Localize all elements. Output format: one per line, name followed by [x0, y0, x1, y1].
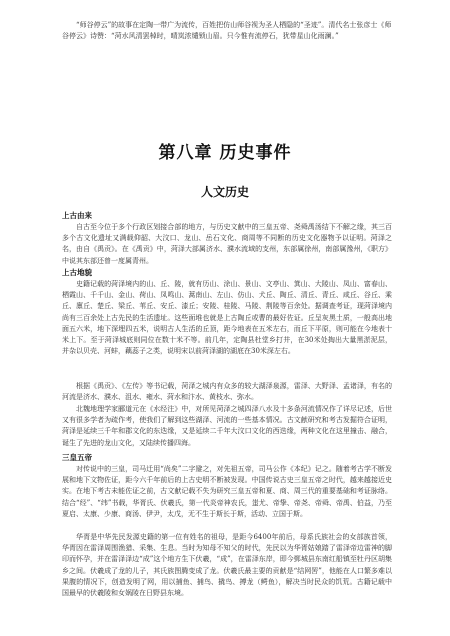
section-heading-origin: 上古由来	[62, 211, 92, 220]
paragraph: 根据《禹贡》、《左传》等书记载，菏泽之城内有众多的较大湖泽泉源，雷泽、大野泽、孟诸泽，有名的河流是济水、濮水、沮水、雍水、菏水和汴水、黄枝水、弥水。	[62, 382, 392, 402]
paragraph: 对传说中的三皇，司马迁用“尚矣”二字避之，对先祖五帝，司马公作《本纪》记之。随着考古学不断发展和地下文物佐证，距今六千年前后的上古史明不断被发现。中国传说古史三皇五帝之时代，越来越接近史实。在地下考古未能佐证之前，古文献记载不失为研究三皇五帝和夏、商、周三代的重要基础和考证脉络。结合“经”、“纬”书载，华胥氏、伏羲氏，第一代炎帝神农氏，蚩尤、帝挚、帝尧、帝舜、帝禹、伯益，乃至夏启、太康、少康、商汤、伊尹，太戊，无不生于斯长于斯，活动、立国于斯。	[62, 465, 392, 518]
section-heading-three-emperors: 三皇五帝	[62, 453, 92, 462]
intro-paragraph: “师谷停云”的故事在定陶一带广为流传，百姓把仿山师谷视为圣人栖隐的“圣迹”。清代名士张彦士《师谷停云》诗赞：“菏水风清罢棹时，晴岚浓缱锁山眉。只今惟有流停石，犹带星山化雨澜。”	[62, 21, 392, 40]
paragraph: 史籍记载的菏泽境内的山、丘、陵，就有历山、涂山、景山、文亭山、箕山、大陵山、凤山、富春山、栖霞山、千千山、金山、荷山、凤鸣山、蒿南山、左山、仿山、犬丘、陶丘、清丘、青丘、咸丘、谷丘、乘丘、廪丘、楚丘、梁丘、苇丘、安丘、漆丘；安陵、桂陵、马陵、荆陵等百余处。据调查考证，现菏泽境内尚有三百余处上古先民的生活遗址。这些面堆也就是上古陶丘或曹的最好佐证。丘呈灰黑土质，一般高出地面五六米，地下深埋四五米，说明古人生活的丘顶，距今地表在五米左右，而丘下平原，则可能在今地表十米上下。至于菏泽城底则同位在数十米不等。前几年，定陶县杜堂乡打井，在30米处掏出大量黑淤泥层，并杂以贝壳、河蚌，藕蕊子之类，说明宋以前菏泽湖的湖底在30米深左右。	[62, 280, 392, 356]
section-heading-landform: 上古地貌	[62, 268, 92, 277]
chapter-title: 第八章 历史事件	[158, 143, 292, 163]
paragraph: 北魏地理学家郦道元在《水经注》中，对所见菏泽之城四泽八水及十多条河流情况作了详尽记述，后世又有很多学者为疏作考，使我们了解到这些湖泽、河流的一些基本情况。古文献研究和考古发掘符合证明，菏泽是延续三千年和郡文化的东迭缘，又是延续二千年大汶口文化的西迭缘，两种文化在这里撞击、融合，诞生了先进的龙山文化，又陆续传播四海。	[62, 405, 392, 447]
paragraph: 自古至今位于多个行政区划接合部的地方，与历史文献中的三皇五帝、尧舜禹汤结下不解之缘，其三百多个古文化遗址又满载仰韶、大汶口、龙山、岳石文化、商周等不同断的历史文化器物予以证明。菏泽之名，由自《禹贡》。在《禹贡》中，菏泽大部属济水、濮水流域的支州，东部属徐州，南部属豫州，《职方》中说其东部还曾一度属青州。	[62, 223, 392, 265]
paragraph: 华胥是中华先民发源史籍的第一位有姓名的祖母，是距今6400年前后，母系氏族社会的女部族首领，华胥因在雷泽周围渔猎、采集、生息。当时为知母不知父的时代，先民以为华胥姑娘踏了雷泽帝边雷神的脚印而怀孕，并在雷泽泽边“成”这个地方生下伏羲，“成”，在雷泽东岸，即今鄄城县东南红船镇至牡丹区胡集乡之间。伏羲成了龙的儿子，其氏族图腾变成了龙。伏羲氏最主要的贡献是“结网罟”，他能在人口繁多难以果腹的情况下，创造发明了网，用以捕鱼、捕鸟、撬鸟、搏龙（鳄鱼），解决当时民众的饥荒。古籍记载中国最早的伏羲陵和女娲陵在日野县东境。	[62, 533, 392, 598]
section-title: 人文历史	[200, 185, 249, 199]
